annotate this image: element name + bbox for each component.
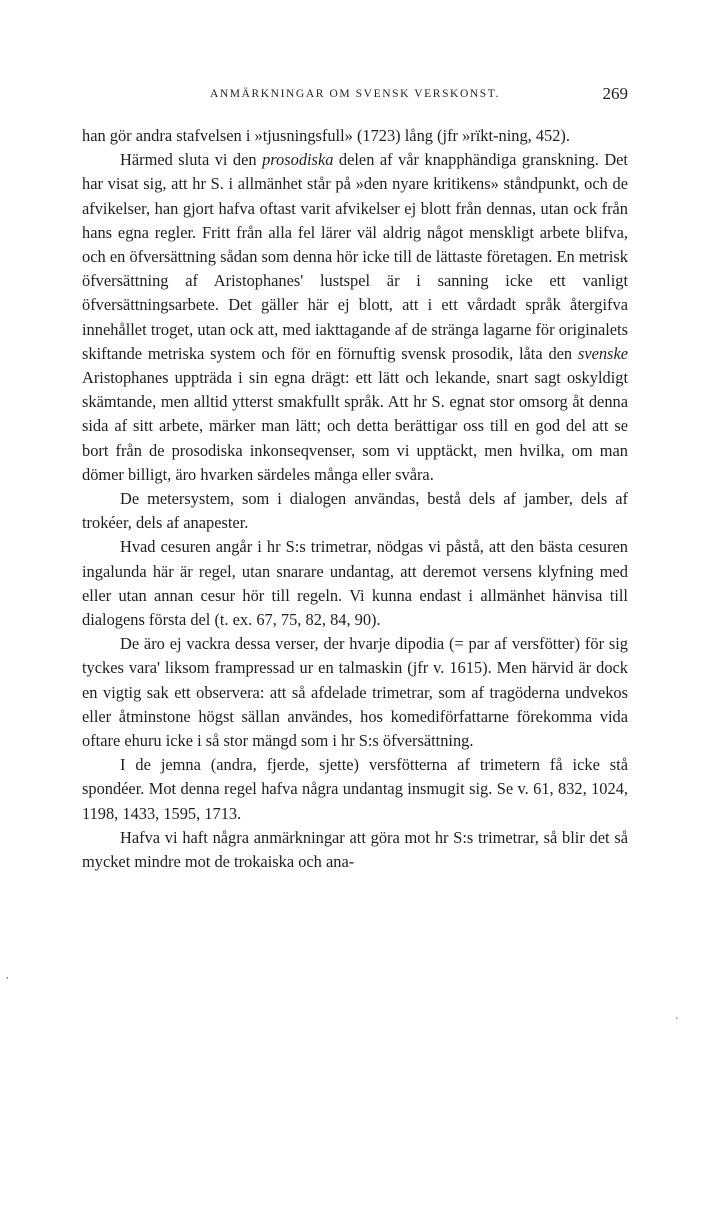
text-run: Hafva vi haft några anmärkningar att göra mot hr S:s trimetrar, så blir det så mycket mindre mot de trokaiska och ana- — [82, 827, 628, 872]
text-run: De äro ej vackra dessa verser, der hvarje dipodia (= par af versfötter) för sig tyckes vara' liksom frampressad ur en talmaskin (jfr v. 1615). Men härvid är dock en vigtig sak ett observera: att så afdelade trimetrar, som af tragöderna undvekos eller åtminstone högst sällan användes, hos komediförfattarne förekomma vida oftare ehuru icke i så stor mängd som i hr S:s öfversättning. — [82, 634, 628, 751]
paragraph — [82, 487, 628, 535]
book-page — [82, 84, 628, 874]
paragraph — [82, 148, 628, 487]
text-run: Aristophanes uppträda i sin egna drägt: ett lätt och lekande, snart sagt oskyldigt skämtande, men alltid ytterst smakfullt språk. Att hr S. egnat stor omsorg åt denna sida af sitt arbete, märker man lätt; och detta berättigar oss till en god del att se bort från de prosodiska inkonseqvenser, som vi upptäckt, men hvilka, om man dömer billigt, äro hvarken särdeles många eller svåra. — [82, 368, 628, 484]
text-run: I de jemna (andra, fjerde, sjette) versfötterna af trimetern få icke stå spondéer. Mot denna regel hafva några undantag insmugit sig. Se v. 61, 832, 1024, 1198, 1433, 1595, 1713. — [82, 755, 628, 823]
paragraph — [82, 124, 628, 148]
paragraph — [82, 753, 628, 826]
text-run: De metersystem, som i dialogen användas, bestå dels af jamber, dels af trokéer, dels af anapester. — [82, 489, 628, 533]
margin-speck: ' — [676, 1016, 678, 1027]
paragraph — [82, 535, 628, 632]
text-run: han gör andra stafvelsen i »tjusningsfull» (1723) lång (jfr »rïkt-ning, 452). — [82, 126, 570, 145]
margin-speck: , — [6, 970, 9, 981]
running-title: ANMÄRKNINGAR OM SVENSK VERSKONST. — [209, 88, 501, 100]
running-head — [82, 84, 628, 108]
text-run: Härmed sluta vi den — [120, 150, 263, 170]
paragraph — [82, 632, 628, 753]
emphasis-text: prosodiska — [262, 150, 334, 170]
paragraph — [82, 826, 628, 874]
body-text — [82, 124, 628, 874]
page-number: 269 — [602, 84, 628, 103]
text-run: delen af vår knapphändiga granskning. Det har visat sig, att hr S. i allmänhet står på »den nyare kritikens» ståndpunkt, och de afvikelser, han gjort hafva oftast varit afvikelser ej blott från dennas, utan ock från hans egna regler. Fritt från alla fel lärer väl aldrig något menskligt arbete blifva, och en öfversättning sådan som denna hör icke till de lättaste företagen. En metrisk öfversättning af Aristophanes' lustspel är i sanning icke ett vanligt öfversättningsarbete. Det gäller här ej blott, att i ett vårdadt språk återgifva innehållet troget, utan ock att, med iakttagande af de stränga lagarne för originalets skiftande metriska system och för en förnuftig svensk prosodik, låta den — [82, 150, 628, 363]
emphasis-text: svenske — [577, 343, 628, 363]
text-run: Hvad cesuren angår i hr S:s trimetrar, nödgas vi påstå, att den bästa cesuren ingalunda här är regel, utan snarare undantag, att deremot versens klyfning med eller utan annan cesur hör till regeln. Vi kunna endast i allmänhet hänvisa till dialogens första del (t. ex. 67, 75, 82, 84, 90). — [82, 537, 628, 630]
